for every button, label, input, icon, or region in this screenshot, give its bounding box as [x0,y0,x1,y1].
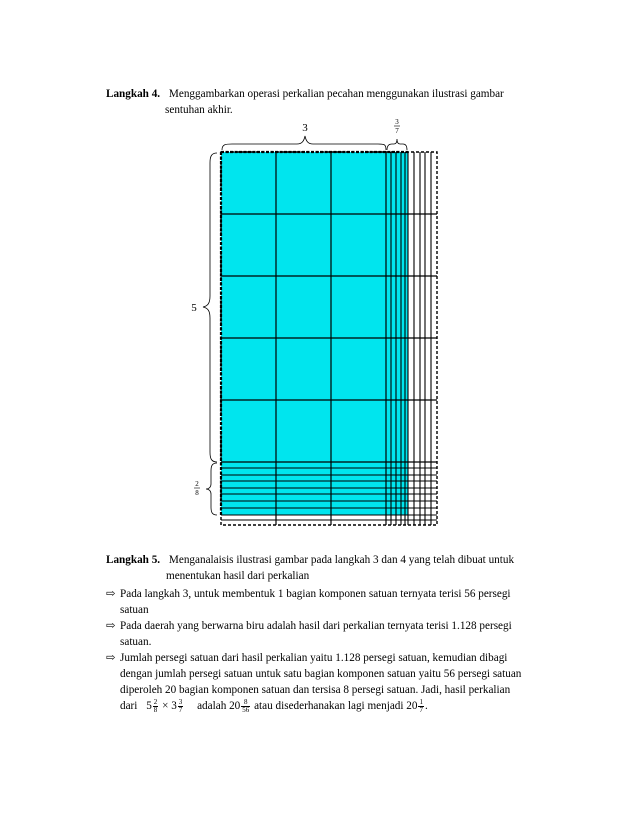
result-dari: dari [120,700,138,712]
top-frac-den: 7 [395,127,399,135]
step4-label: Langkah 4. [106,88,161,100]
fraction-8-56: $\frac{8}{56}$ [242,697,250,714]
step4-text-line1: Menggambarkan operasi perkalian pecahan menggunakan ilustrasi gambar [168,88,504,100]
bullet-3-text: Jumlah persegi satuan dari hasil perkalian yaitu 1.128 persegi satuan, kemudian dibagi [120,652,508,664]
left-label-five: 5 [191,302,197,314]
step4-text-line2: sentuhan akhir. [165,104,233,116]
step5-label: Langkah 5. [106,554,161,566]
blue-result-area [221,152,408,515]
left-frac-num: 2 [195,480,199,488]
bullet-2-text-cont: satuan. [120,636,152,648]
left-brace-fraction [206,463,217,515]
times-three: × 3 [162,700,177,712]
left-brace-whole [203,153,217,462]
bullet-1-text-cont: satuan [120,604,149,616]
step5-text-line2: menentukan hasil dari perkalian [166,570,310,582]
bullet-item-1 [106,586,552,602]
fraction-2-8: $\frac{2}{8}$ [153,697,158,714]
top-brace-whole [222,136,386,150]
left-frac-den: 8 [195,489,199,497]
bullet-3-text-line3: diperoleh 20 bagian komponen satuan dan tersisa 8 persegi satuan. Jadi, hasil perkalian [120,684,511,696]
bullet-1-text: Pada langkah 3, untuk membentuk 1 bagian komponen satuan ternyata terisi 56 persegi [120,588,511,600]
mixed-number-1-whole: 5 [146,700,152,712]
arrow-bullet-icon: ⇨ [106,620,116,632]
result-adalah: adalah 20 [197,700,241,712]
top-frac-num: 3 [395,118,399,126]
bullet-item-2 [106,618,552,634]
arrow-bullet-icon: ⇨ [106,652,116,664]
step5-text-line1: Menganalaisis ilustrasi gambar pada langkah 3 dan 4 yang telah dibuat untuk [168,554,515,566]
step5-paragraph [106,552,552,568]
bullet-item-3 [106,650,552,666]
top-brace-fraction [387,139,407,150]
arrow-bullet-icon: ⇨ [106,588,116,600]
top-label-three: 3 [302,122,308,134]
result-simplified-text: atau disederhanakan lagi menjadi 20 [254,700,418,712]
bullet-3-result-line [120,698,428,714]
fraction-1-7: $\frac{1}{7}$ [419,697,423,714]
fraction-3-7: $\frac{3}{7}$ [178,697,183,714]
bullet-3-text-line2: dengan jumlah persegi satuan untuk satu bagian komponen satuan yaitu 56 persegi satuan [120,668,522,680]
result-end-period: . [424,700,428,712]
bullet-2-text: Pada daerah yang berwarna biru adalah hasil dari perkalian ternyata terisi 1.128 persegi [120,620,512,632]
